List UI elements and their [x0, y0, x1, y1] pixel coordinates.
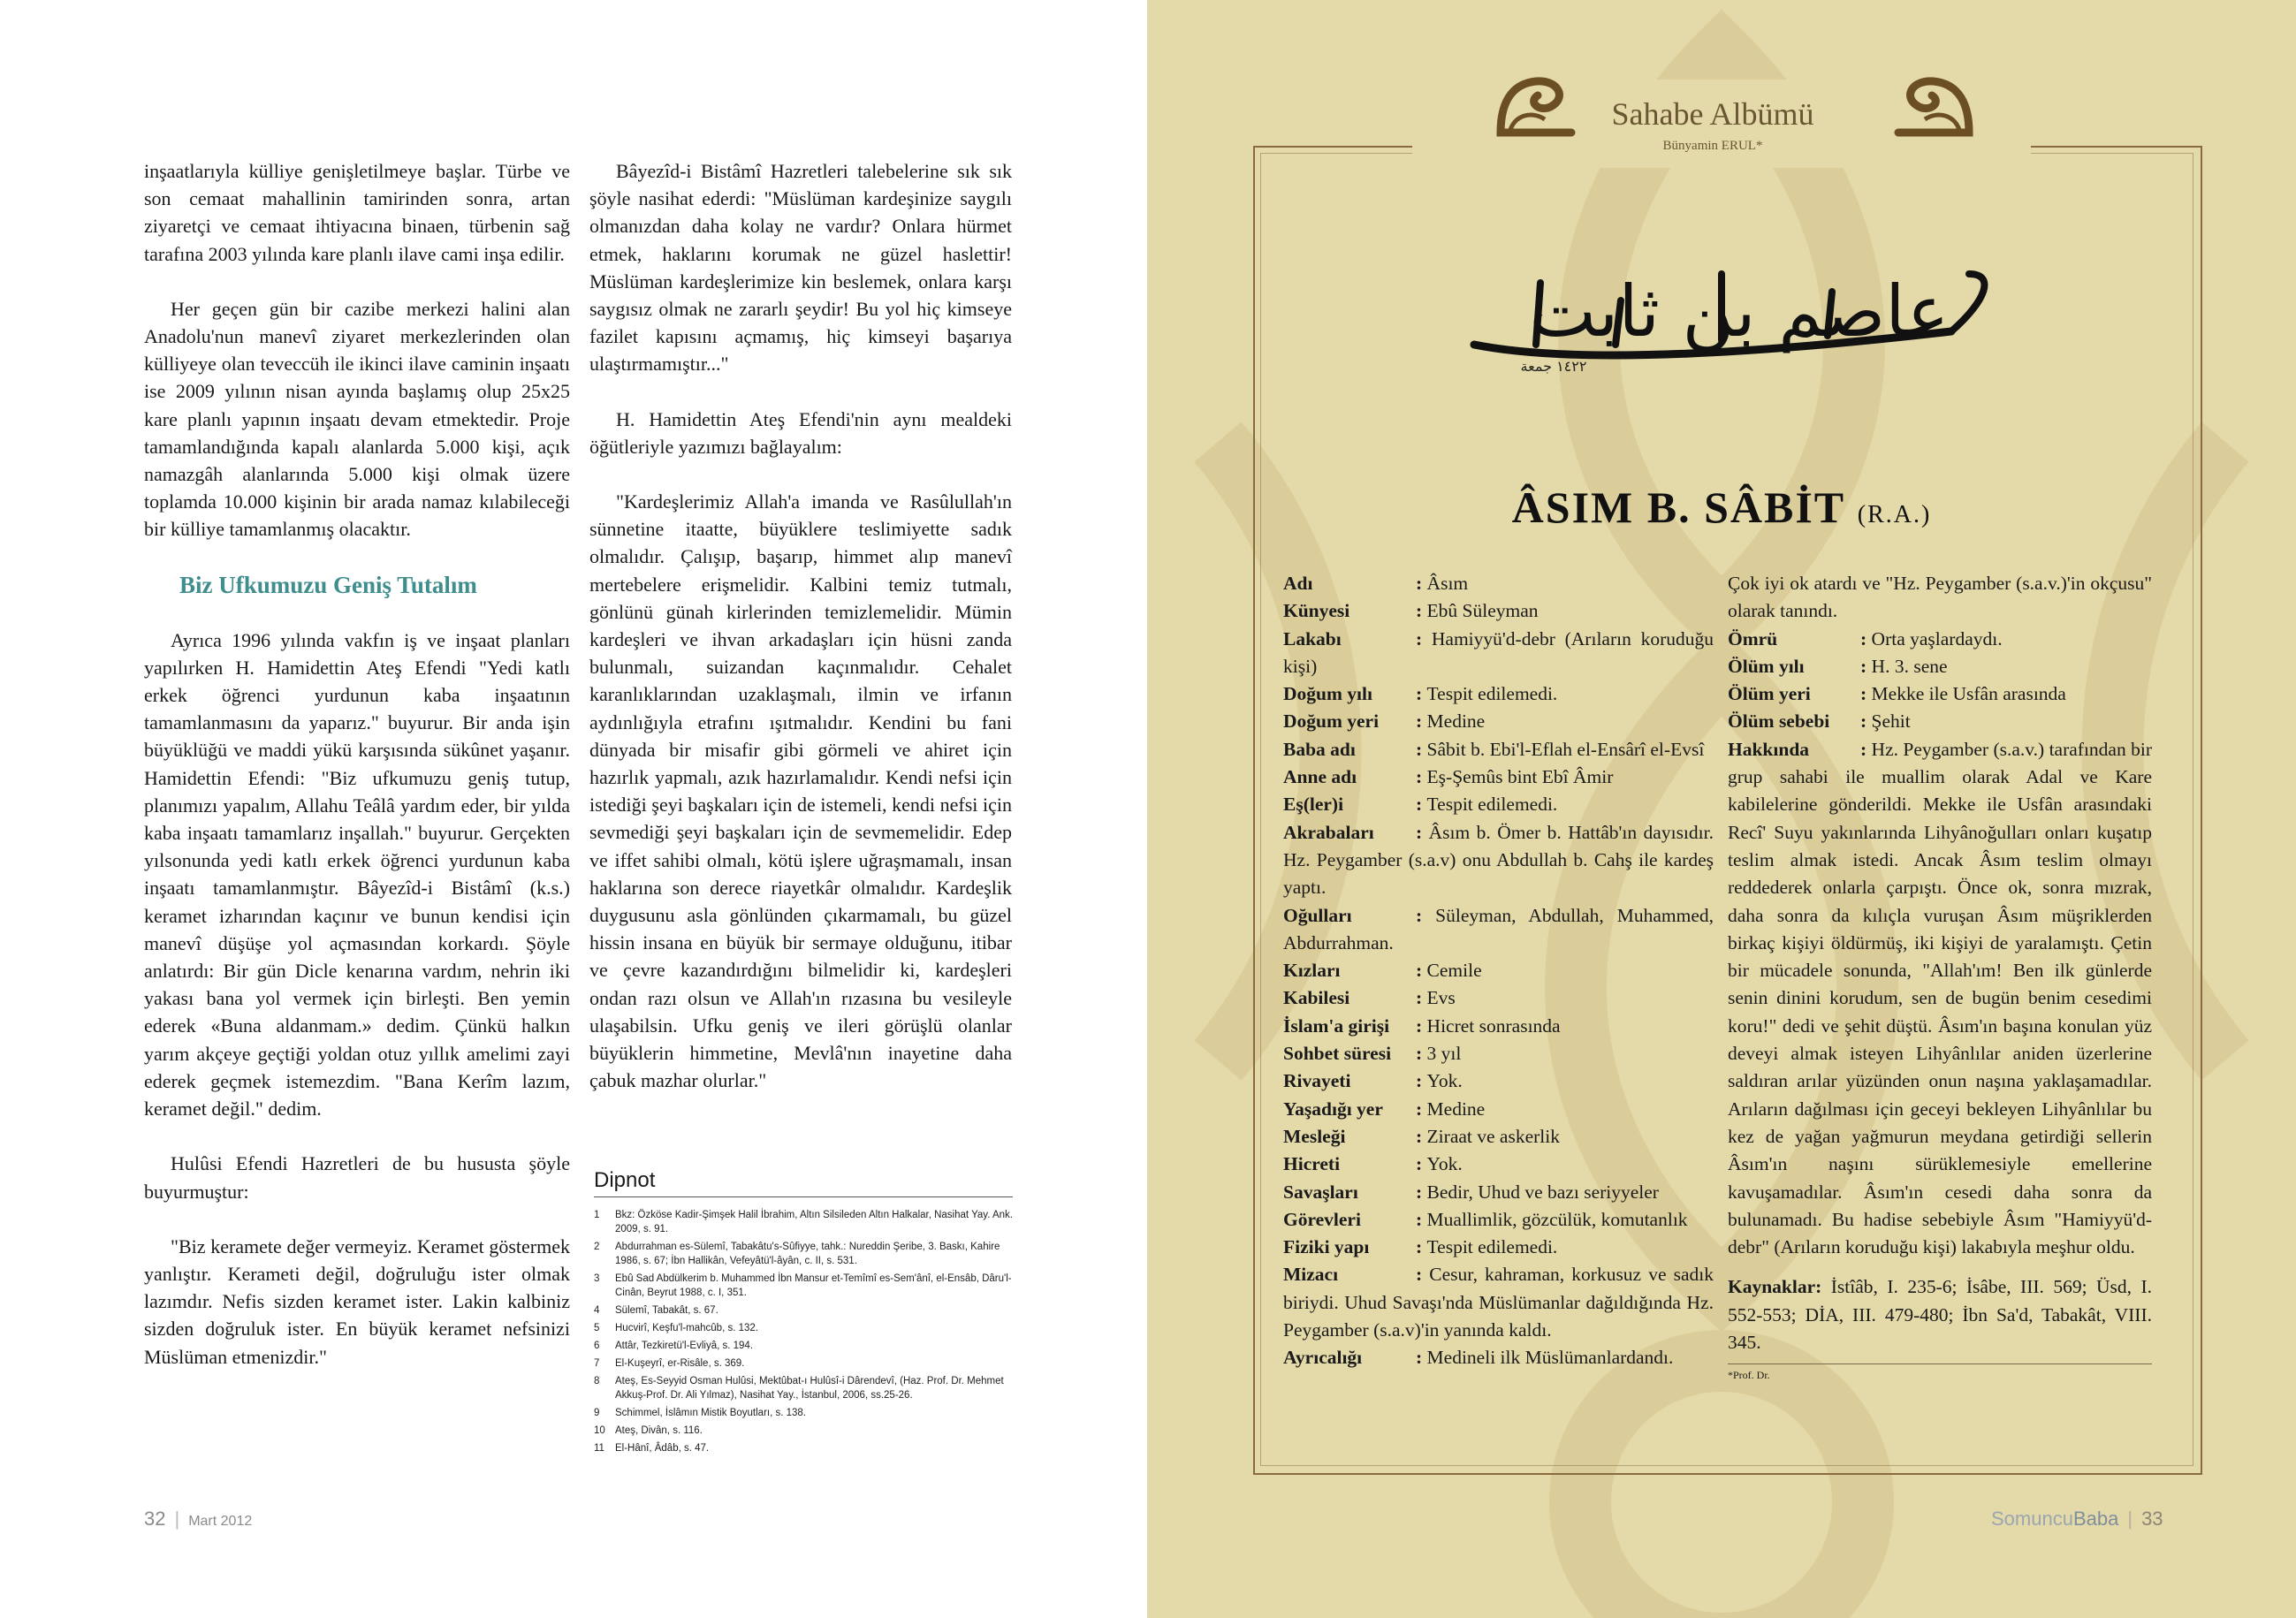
info-left-row	[1283, 957, 1714, 984]
info-value: Tespit edilemedi.	[1426, 683, 1558, 705]
paragraph: inşaatlarıyla külliye genişletilmeye başlar. Türbe ve son cemaat mahallinin tamirinden sonra, artan ziyaretçi ve cemaat ihtiyacına binaen, türbenin sağ tarafına 2003 yılında kare planlı ilave cami inşa edilir.	[144, 160, 570, 265]
info-value: Ziraat ve askerlik	[1426, 1125, 1560, 1147]
footnote-item	[594, 1356, 1013, 1371]
footnote-item	[594, 1303, 1013, 1318]
info-value: Âsım	[1426, 573, 1469, 594]
quote-paragraph: "Kardeşlerimiz Allah'a imanda ve Rasûlullah'ın sünnetine itaatte, büyüklere teslimiyette sadık olmalıdır. Çalışıp, başarıp, himmet alıp manevî mertebelere erişmelidir. Kalbini temiz tutmalı, gönlünü günah kirlerinden temizlemelidir. Mümin kardeşleri ve ihvan arkadaşları için hüsni zanda bulunmalı, suizandan kaçınmalıdır. Cehalet karanlıklarından uzaklaşmalı, ilmin ve irfanın aydınlığıyla etrafını ışıtmalıdır. Kendini bu fani dünyada bir misafir gibi görmeli ve ahiret için hazırlık yapmalı, azık hazırlamalıdır. Kendi nefsi için istediği şeyi başkaları için de istemeli, kendi nefsi için sevmediği şeyi başkaları için de sevmemelidir. Edep ve iffet sahibi olmalı, kötü işlere uğraşmamalı, insan haklarına son derece riayetkâr olmalıdır. Kardeşlik duygusunu asla gönlünden çıkarmamalı, bu güzel hissin insana en büyük bir sermaye olduğunu, itibar ve çevre kazandırdığını bilmelidir ki, kardeşleri ondan razı olsun ve Allah'ın rızasına bu vesileyle ulaşabilsin. Ufku geniş ve ileri görüşlü olanlar büyüklerin himmetine, Mevlâ'nın inayetine daha çabuk mazhar olurlar."	[589, 490, 1012, 1092]
info-left-row	[1283, 1151, 1714, 1178]
footnote-text: Ateş, Divân, s. 116.	[615, 1425, 703, 1436]
footnote-text: Bkz: Özköse Kadir-Şimşek Halil İbrahim, Altın Silsileden Altın Halkalar, Nasihat Yay. Ank. 2009, s. 91.	[615, 1210, 1013, 1234]
footnote-text: Hucvirî, Keşfu'l-mahcûb, s. 132.	[615, 1323, 758, 1333]
info-colon: :	[1416, 1070, 1427, 1092]
info-colon: :	[1416, 1347, 1427, 1369]
footnote-number: 7	[594, 1358, 600, 1369]
info-value: 3 yıl	[1426, 1043, 1462, 1065]
info-colon: :	[1416, 904, 1436, 926]
info-left-row	[1283, 1206, 1714, 1234]
info-value: Orta yaşlardaydı.	[1871, 627, 2003, 649]
info-colon: :	[1860, 710, 1872, 733]
info-colon: :	[1416, 738, 1427, 760]
info-value: Mekke ile Usfân arasında	[1871, 683, 2066, 705]
info-value: Medineli ilk Müslümanlardandı.	[1426, 1347, 1674, 1369]
info-left-row	[1283, 1123, 1714, 1151]
section-heading: Biz Ufkumuzu Geniş Tutalım	[179, 571, 477, 598]
info-colon: :	[1416, 1125, 1427, 1147]
info-key: İslam'a girişi	[1283, 1014, 1390, 1037]
footnote-list	[594, 1208, 1013, 1455]
info-right-row	[1728, 708, 2152, 735]
info-value: Muallimlik, gözcülük, komutanlık	[1426, 1208, 1688, 1230]
info-left-row	[1283, 736, 1714, 763]
footnote-text: Sülemî, Tabakât, s. 67.	[615, 1305, 718, 1316]
info-key: Mesleği	[1283, 1125, 1346, 1147]
info-colon: :	[1860, 627, 1872, 649]
footnote-text: Schimmel, İslâmın Mistik Boyutları, s. 138.	[615, 1408, 807, 1418]
info-colon: :	[1416, 627, 1432, 649]
footnote-item	[594, 1424, 1013, 1438]
paragraph: Bâyezîd-i Bistâmî Hazretleri talebelerine sık sık şöyle nasihat ederdi: "Müslüman kardeşinize saygılı olmanızdan daha kolay ne vardır? Onlara hürmet etmek, haklarını korumak ne güzel haslettir! Müslüman kardeşlerimize kin beslemek, onlara karşı saygısız olmak ne zararlı şeydir! Bu yol hiç kimseye fazilet kapısını açmamış, hiç kimseyi başarıya ulaştırmamıştır..."	[589, 160, 1012, 376]
info-intro: Çok iyi ok atardı ve "Hz. Peygamber (s.a.v.)'in okçusu" olarak tanındı.	[1728, 573, 2152, 622]
sources-label: Kaynaklar:	[1728, 1276, 1822, 1298]
info-left-row	[1283, 1096, 1714, 1123]
info-key: Adı	[1283, 573, 1313, 594]
info-key: Ömrü	[1728, 627, 1778, 649]
info-left-row	[1283, 819, 1714, 902]
info-value: Tespit edilemedi.	[1426, 1236, 1558, 1258]
footnote-item	[594, 1272, 1013, 1300]
info-colon: :	[1860, 655, 1872, 677]
info-colon: :	[1416, 1043, 1427, 1065]
info-value: Cemile	[1426, 960, 1482, 982]
info-right-row	[1728, 680, 2152, 708]
companion-name-text: ÂSIM B. SÂBİT	[1511, 482, 1845, 532]
left-column-2	[589, 157, 1012, 1122]
album-title: Sahabe Albümü	[1611, 96, 1814, 132]
info-colon: :	[1416, 1236, 1427, 1258]
footnotes	[594, 1168, 1013, 1459]
footnote-number: 8	[594, 1376, 600, 1386]
info-key: Baba adı	[1283, 738, 1356, 760]
info-colon: :	[1416, 1264, 1430, 1286]
brand-logo: SomuncuBaba	[1991, 1508, 2119, 1530]
info-key: Ölüm sebebi	[1728, 710, 1830, 733]
info-value: Eş-Şemûs bint Ebî Âmir	[1426, 766, 1614, 788]
info-colon: :	[1416, 710, 1427, 733]
footnote-text: Ateş, Es-Seyyid Osman Hulûsi, Mektûbat-ı Hulûsî-i Dârendevî, (Haz. Prof. Dr. Mehmet Akkuş-Prof. Dr. Ali Yılmaz), Nasihat Yay., İstanbul, 2006, ss.25-26.	[615, 1376, 1004, 1401]
footnote-text: Abdurrahman es-Sülemî, Tabakâtu's-Sûfiyye, tahk.: Nureddin Şeribe, 3. Baskı, Kahire 1986, s. 67; İbn Hallikân, Vefeyâtü'l-âyân, c. II, s. 531.	[615, 1242, 1000, 1266]
info-key: Kabilesi	[1283, 987, 1350, 1009]
footnote-text: El-Hânî, Âdâb, s. 47.	[615, 1443, 710, 1454]
info-colon: :	[1416, 573, 1427, 594]
info-colon: :	[1416, 1181, 1427, 1203]
info-value: Hamiyyü'd-debr (Arıların koruduğu kişi)	[1283, 627, 1714, 677]
folio-right: SomuncuBaba | 33	[1991, 1508, 2163, 1530]
footnote-item	[594, 1208, 1013, 1236]
info-colon: :	[1416, 1153, 1427, 1175]
info-key: Anne adı	[1283, 766, 1357, 788]
info-colon: :	[1416, 794, 1427, 816]
info-key: Mizacı	[1283, 1264, 1339, 1286]
footnote-text: El-Kuşeyrî, er-Risâle, s. 369.	[615, 1358, 745, 1369]
info-table-left	[1283, 570, 1714, 1372]
footnote-item	[594, 1321, 1013, 1335]
info-left-row	[1283, 1234, 1714, 1261]
left-page	[0, 0, 1147, 1618]
info-colon: :	[1416, 960, 1427, 982]
info-value: Tespit edilemedi.	[1426, 794, 1558, 816]
info-left-row	[1283, 1261, 1714, 1344]
info-key: Hakkında	[1728, 738, 1810, 760]
calligraphy-signature: ١٤٢٢ جمعة	[1520, 358, 1587, 375]
quote-paragraph: "Biz keramete değer vermeyiz. Keramet göstermek yanlıştır. Kerameti değil, doğruluğu ister olmak lazımdır. Nefis sizden keramet ister. Lakin kalbiniz sizden doğruluk ister. En büyük keramet nefsinizi Müslüman etmenizdir."	[144, 1234, 570, 1368]
footnote-number: 5	[594, 1323, 600, 1333]
paragraph: Her geçen gün bir cazibe merkezi halini alan Anadolu'nun manevî ziyaret merkezlerinden olan külliyeye olan teveccüh ile ikinci ilave caminin inşaatı ise 2009 yılının nisan ayında başlamış olup 25x25 kare planlı yapının inşaatı devam etmektedir. Proje tamamlandığında kapalı alanlarda 5.000 kişi, açık namazgâh alanlarında 5.000 kişi olmak üzere toplamda 10.000 kişinin bir arada namaz kılabileceği bir külliye tamamlanmış olacaktır.	[144, 297, 570, 541]
info-key: Akrabaları	[1283, 821, 1374, 843]
info-value: Sâbit b. Ebi'l-Eflah el-Ensârî el-Evsî	[1426, 738, 1705, 760]
info-left-row	[1283, 984, 1714, 1012]
footnote-item	[594, 1374, 1013, 1402]
folio-left: 32 | Mart 2012	[144, 1508, 253, 1530]
footnotes-title: Dipnot	[594, 1168, 1013, 1197]
issue-date: Mart 2012	[188, 1514, 253, 1529]
footnote-number: 3	[594, 1273, 600, 1284]
info-colon: :	[1416, 1014, 1427, 1037]
info-value: Şehit	[1871, 710, 1911, 733]
info-value: Yok.	[1426, 1153, 1463, 1175]
info-value: Yok.	[1426, 1070, 1463, 1092]
footnote-number: 1	[594, 1210, 600, 1220]
author-note: *Prof. Dr.	[1728, 1364, 2152, 1382]
info-key: Fiziki yapı	[1283, 1236, 1370, 1258]
info-value: Evs	[1426, 987, 1456, 1009]
scroll-ornament-right	[1889, 71, 1978, 141]
info-right-row	[1728, 736, 2152, 1262]
right-page	[1147, 0, 2296, 1618]
info-left-row	[1283, 626, 1714, 681]
calligraphy-text: عاصم بن ثابت	[1529, 270, 1950, 353]
footnote-number: 4	[594, 1305, 600, 1316]
info-key: Kızları	[1283, 960, 1341, 982]
info-colon: :	[1416, 766, 1427, 788]
footnote-number: 10	[594, 1425, 605, 1436]
info-left-row	[1283, 708, 1714, 735]
footnote-text: Ebû Sad Abdülkerim b. Muhammed İbn Mansur et-Temîmî es-Sem'ânî, el-Ensâb, Dâru'l-Cinân, Beyrut 1988, c. I, 351.	[615, 1273, 1012, 1298]
info-value: Süleyman, Abdullah, Muhammed, Abdurrahman.	[1283, 904, 1714, 953]
footnote-item	[594, 1240, 1013, 1268]
info-rows-right	[1728, 626, 2152, 1262]
info-right-row	[1728, 626, 2152, 653]
info-key: Lakabı	[1283, 627, 1342, 649]
info-key: Yaşadığı yer	[1283, 1098, 1383, 1120]
info-colon: :	[1416, 600, 1427, 622]
page-number: 33	[2141, 1508, 2163, 1530]
info-value: Ebû Süleyman	[1426, 600, 1539, 622]
info-key: Rivayeti	[1283, 1070, 1351, 1092]
info-key: Sohbet süresi	[1283, 1043, 1392, 1065]
info-key: Ölüm yılı	[1728, 655, 1805, 677]
companion-honorific: (R.A.)	[1857, 501, 1932, 528]
footnote-number: 2	[594, 1242, 600, 1252]
page-number: 32	[144, 1508, 166, 1530]
info-right-row	[1728, 653, 2152, 680]
info-left-row	[1283, 680, 1714, 708]
info-left-row	[1283, 763, 1714, 791]
info-colon: :	[1416, 821, 1429, 843]
info-key: Doğum yılı	[1283, 683, 1372, 705]
info-value: Medine	[1426, 710, 1486, 733]
info-value: Medine	[1426, 1098, 1486, 1120]
info-left-row	[1283, 597, 1714, 625]
info-left-row	[1283, 791, 1714, 818]
info-key: Görevleri	[1283, 1208, 1361, 1230]
info-left-row	[1283, 570, 1714, 597]
info-key: Oğulları	[1283, 904, 1352, 926]
footnote-number: 6	[594, 1341, 600, 1351]
info-left-row	[1283, 902, 1714, 958]
info-value: Bedir, Uhud ve bazı seriyyeler	[1426, 1181, 1659, 1203]
info-key: Doğum yeri	[1283, 710, 1380, 733]
info-value: H. 3. sene	[1871, 655, 1948, 677]
paragraph: H. Hamidettin Ateş Efendi'nin aynı mealdeki öğütleriyle yazımızı bağlayalım:	[589, 407, 1012, 458]
footnote-item	[594, 1339, 1013, 1353]
footnote-number: 11	[594, 1443, 604, 1454]
info-left-row	[1283, 1040, 1714, 1067]
info-left-row	[1283, 1179, 1714, 1206]
info-left-row	[1283, 1344, 1714, 1371]
info-key: Künyesi	[1283, 600, 1350, 622]
info-value: Âsım b. Ömer b. Hattâb'ın dayısıdır. Hz. Peygamber (s.a.v) onu Abdullah b. Cahş ile kardeş yaptı.	[1283, 821, 1714, 899]
info-left-row	[1283, 1013, 1714, 1040]
info-key: Savaşları	[1283, 1181, 1358, 1203]
footnote-item	[594, 1406, 1013, 1420]
paragraph: Hulûsi Efendi Hazretleri de bu hususta şöyle buyurmuştur:	[144, 1152, 570, 1203]
info-value: Hz. Peygamber (s.a.v.) tarafından bir grup sahabi ile muallim olarak Adal ve Kare kabilelerine gönderildi. Mekke ile Usfân arasındaki Recî' Suyu yakınlarında Lihyânoğulları onları kuşatıp teslim almak istedi. Ancak Âsım teslim olmayı reddederek onlarla çarpıştı. Önce ok, sonra mızrak, daha sonra da kılıçla vuruşan Âsım müşriklerden birkaç kişiyi öldürmüş, iki kişiyi de yaralamıştı. Çetin bir mücadele sonunda, "Allah'ım! Ben ilk günlerde senin dinini korudum, sen de bugün benim cesedimi koru!" dedi ve şehit düştü. Âsım'ın başına konulan yüz deveyi almak isteyen Lihyânlılar aniden üzerlerine saldıran arılar yüzünden onun naşına yaklaşamadılar. Arıların dağılması için geceyi bekleyen Lihyânlılar bu kez de yağan yağmurun meydana getirdiği sellerin Âsım'ın naşını sürüklemesiyle emellerine kavuşamadılar. Âsım'ın cesedi daha sonra da bulunamadı. Bu hadise sebebiyle Âsım "Hamiyyü'd-debr" (Arıların koruduğu kişi) lakabıyla meşhur oldu.	[1728, 738, 2152, 1258]
info-colon: :	[1416, 987, 1427, 1009]
info-colon: :	[1860, 683, 1872, 705]
sources-text: İstîâb, I. 235-6; İsâbe, III. 569; Üsd, I. 552-553; DİA, III. 479-480; İbn Sa'd, Tabakât, VIII. 345.	[1728, 1276, 2152, 1354]
info-key: Ölüm yeri	[1728, 683, 1811, 705]
arabic-calligraphy	[1456, 247, 2022, 398]
info-colon: :	[1860, 738, 1872, 760]
footnote-item	[594, 1441, 1013, 1455]
paragraph: Ayrıca 1996 yılında vakfın iş ve inşaat planları yapılırken H. Hamidettin Ateş Efendi "Yedi katlı erkek öğrenci yurdunun kaba inşaatının tamamlanmasını da yaparız." buyurur. Bir anda işin büyüklüğü ve maddi yükü karşısında sükûnet yaşanır. Hamidettin Efendi: "Biz ufkumuzu geniş tutup, planımızı yapalım, Allahu Teâlâ yardım eder, bir yılda kaba inşaatı tamamlarız inşallah." buyurur. Gerçekten yılsonunda yedi katlı erkek öğrenci yurdunun kaba inşaatı tamamlanmıştır. Bâyezîd-i Bistâmî (k.s.) keramet izharından kaçınır ve bunun kendisi için manevî düşüşe yol açmasından korkardı. Şöyle anlatırdı: Bir gün Dicle kenarına vardım, nehrin iki yakası bana yol vermek için birleşti. Ben yemin ederek «Buna aldanmam.» dedim. Çünkü halkın yarım akçeye geçtiği yoldan otuz yıllık amelimi zayi ederek geçmek istemezdim. "Bana Kerîm lazım, keramet değil." dedim.	[144, 628, 570, 1120]
info-value: Hicret sonrasında	[1426, 1014, 1561, 1037]
left-column-1	[144, 157, 570, 1398]
album-author: Bünyamin ERUL*	[1662, 139, 1763, 153]
companion-name	[1412, 482, 2031, 533]
info-left-row	[1283, 1067, 1714, 1095]
footnote-number: 9	[594, 1408, 600, 1418]
info-key: Hicreti	[1283, 1153, 1341, 1175]
info-colon: :	[1416, 1098, 1427, 1120]
info-key: Ayrıcalığı	[1283, 1347, 1363, 1369]
info-colon: :	[1416, 683, 1427, 705]
info-table-right	[1728, 570, 2152, 1382]
sources	[1728, 1273, 2152, 1356]
footnote-text: Attâr, Tezkiretü'l-Evliyâ, s. 194.	[615, 1341, 754, 1351]
info-colon: :	[1416, 1208, 1427, 1230]
info-value: Cesur, kahraman, korkusuz ve sadık biriydi. Uhud Savaşı'nda Müslümanlar dağıldığında Hz. Peygamber (s.a.v)'in yanında kaldı.	[1283, 1264, 1714, 1341]
info-key: Eş(ler)i	[1283, 794, 1344, 816]
